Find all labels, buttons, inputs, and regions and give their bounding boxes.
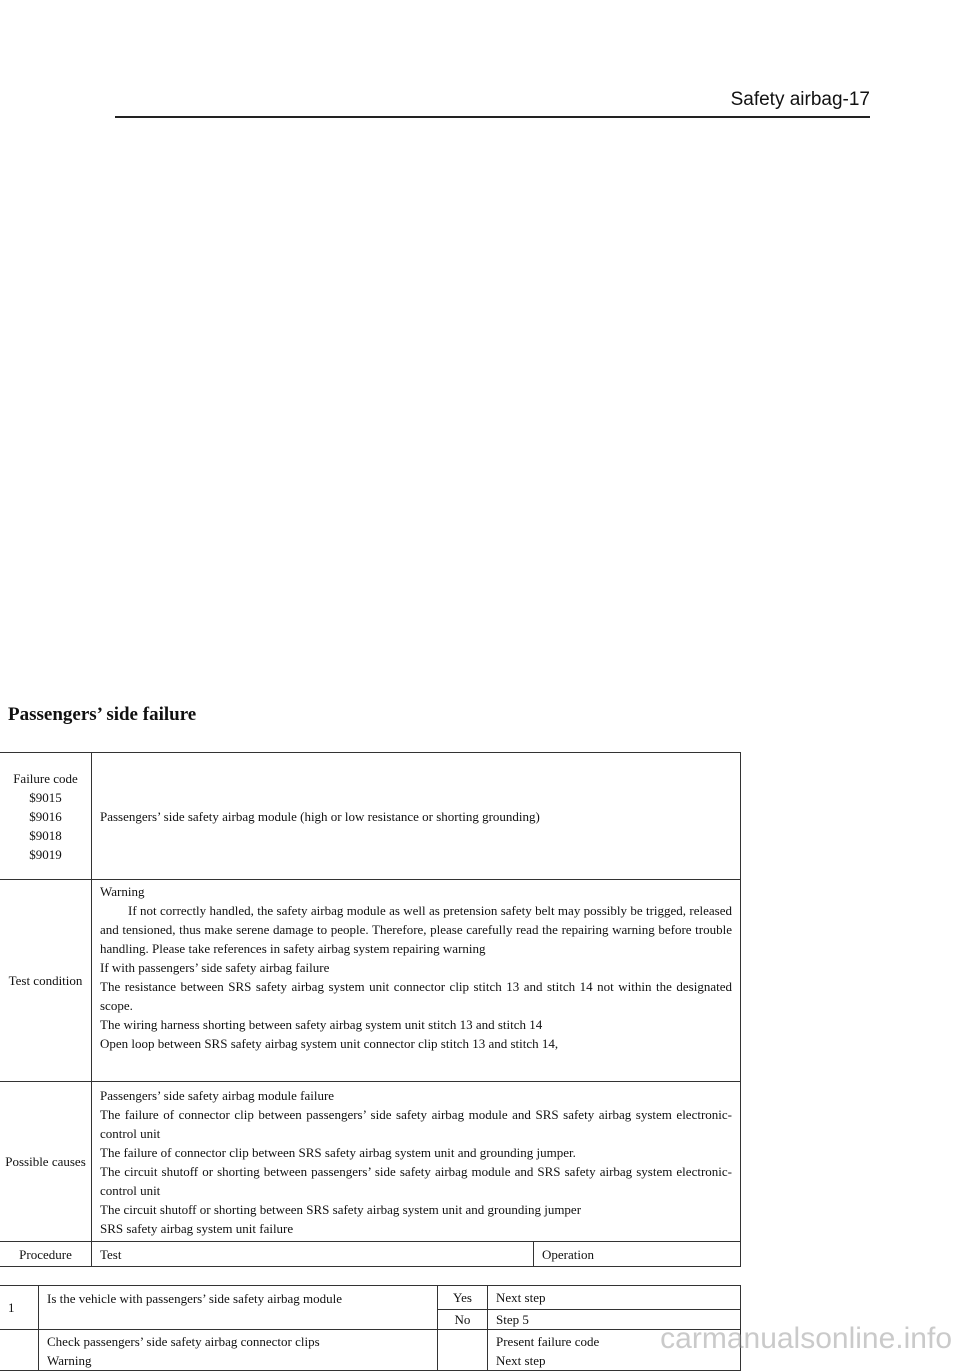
step-test-line: Warning — [47, 1353, 92, 1368]
possible-causes-text — [92, 1082, 741, 1242]
step-answer — [438, 1330, 488, 1371]
failure-code: $9016 — [29, 808, 62, 824]
failure-code: $9018 — [29, 827, 62, 843]
column-header-test: Test — [92, 1242, 534, 1267]
step-test — [39, 1330, 438, 1371]
procedure-header-row — [0, 1242, 741, 1267]
failure-code-cell — [0, 753, 92, 880]
cause-line: The failure of connector clip between SRS safety airbag system unit and grounding jumper. — [100, 1144, 576, 1160]
column-header-operation: Operation — [534, 1242, 741, 1267]
page-header-title: Safety airbag-17 — [730, 89, 870, 110]
cause-line: Passengers’ side safety airbag module failure — [100, 1087, 335, 1103]
warning-title: Warning — [100, 884, 145, 899]
step-row — [0, 1286, 741, 1310]
step-number: 1 — [0, 1286, 39, 1330]
column-header-procedure: Procedure — [0, 1242, 92, 1267]
test-condition-text — [92, 880, 741, 1082]
section-heading: Passengers’ side failure — [8, 704, 197, 725]
failure-code-list — [4, 788, 87, 864]
cause-line: The circuit shutoff or shorting between SRS safety airbag system unit and grounding jumper — [100, 1201, 582, 1217]
failure-description: Passengers’ side safety airbag module (high or low resistance or shorting grounding) — [92, 753, 741, 880]
test-condition-line: If with passengers’ side safety airbag failure — [100, 960, 330, 975]
failure-code-row — [0, 753, 741, 880]
step-no-label: No — [438, 1310, 488, 1330]
cause-line: SRS safety airbag system unit failure — [100, 1220, 294, 1236]
step-test-line: Check passengers’ side safety airbag connector clips — [47, 1334, 320, 1349]
step-number — [0, 1330, 39, 1371]
test-condition-line: The wiring harness shorting between safety airbag system unit stitch 13 and stitch 14 — [100, 1017, 543, 1032]
step-row — [0, 1330, 741, 1371]
possible-causes-label: Possible causes — [0, 1082, 92, 1242]
failure-code: $9015 — [29, 789, 62, 805]
warning-text: If not correctly handled, the safety airbag module as well as pretension safety belt may possibly be trigged, released and tensioned, thus make serene damage to people. Therefore, please carefully read the repairing warning before trouble handling. Please take references in safety airbag system repairing warning — [100, 903, 732, 956]
failure-code: $9019 — [29, 846, 62, 862]
step-test: Is the vehicle with passengers’ side safety airbag module — [39, 1286, 438, 1330]
step-action-line: Next step — [496, 1353, 546, 1368]
test-condition-line: The resistance between SRS safety airbag system unit connector clip stitch 13 and stitch 14 not within the designated scope. — [100, 979, 732, 1013]
test-condition-row — [0, 880, 741, 1082]
possible-causes-row — [0, 1082, 741, 1242]
step-yes-label: Yes — [438, 1286, 488, 1310]
header-divider — [115, 116, 870, 118]
cause-line: The failure of connector clip between passengers’ side safety airbag module and SRS safety airbag system electronic-control unit — [100, 1106, 732, 1141]
step-yes-action: Next step — [488, 1286, 741, 1310]
watermark: carmanualsonline.info — [660, 1322, 952, 1355]
test-condition-line: Open loop between SRS safety airbag system unit connector clip stitch 13 and stitch 14, — [100, 1036, 559, 1051]
step-no-action: Step 5 — [488, 1310, 741, 1330]
step-action-line: Present failure code — [496, 1334, 600, 1349]
test-condition-label: Test condition — [0, 880, 92, 1082]
failure-code-label: Failure code — [13, 770, 78, 786]
procedure-table — [0, 1285, 741, 1371]
cause-line: The circuit shutoff or shorting between passengers’ side safety airbag module and SRS safety airbag system electronic-control unit — [100, 1163, 732, 1198]
failure-info-table — [0, 752, 741, 1242]
procedure-header-table — [0, 1241, 741, 1267]
